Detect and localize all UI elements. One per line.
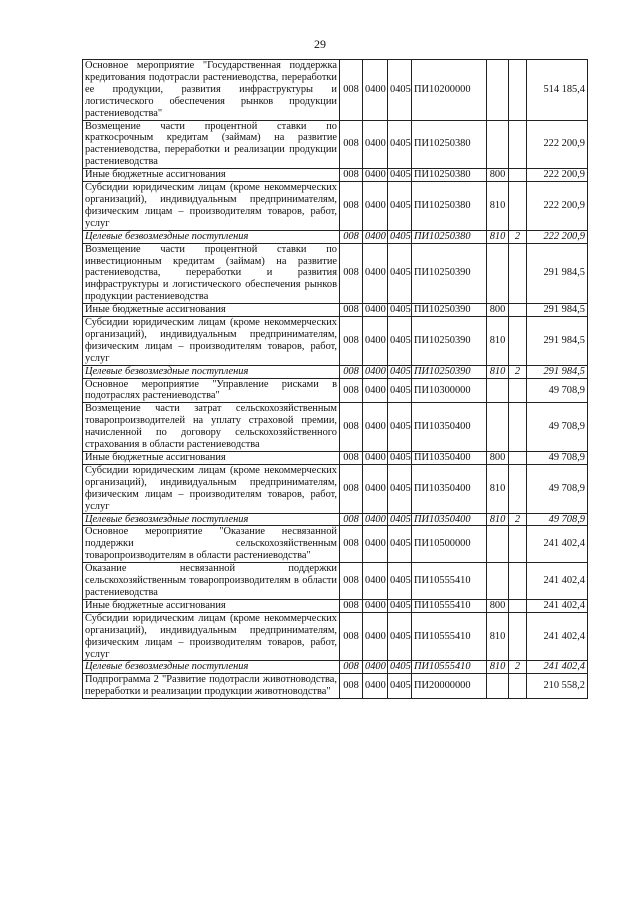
section-code-cell: 0400 — [363, 120, 388, 169]
subsection-code-cell: 0405 — [388, 452, 412, 465]
funding-source-cell — [509, 526, 527, 563]
row-name-cell: Возмещение части процентной ставки по инвестиционным кредитам (займам) на развитие растениеводства, переработки и развития инфраструктуры и логистического обеспечения рынков продукции растениеводства — [83, 243, 340, 304]
table-row — [83, 378, 588, 403]
amount-cell: 291 984,5 — [527, 317, 588, 366]
table-row — [83, 403, 588, 452]
funding-source-cell — [509, 464, 527, 513]
funding-source-cell — [509, 599, 527, 612]
row-name-cell: Иные бюджетные ассигнования — [83, 599, 340, 612]
subsection-code-cell: 0405 — [388, 403, 412, 452]
subsection-code-cell: 0405 — [388, 612, 412, 661]
amount-cell: 241 402,4 — [527, 661, 588, 674]
row-name-cell: Целевые безвозмездные поступления — [83, 230, 340, 243]
section-code-cell: 0400 — [363, 661, 388, 674]
funding-source-cell: 2 — [509, 230, 527, 243]
ministry-code-cell: 008 — [340, 612, 363, 661]
expense-type-cell — [487, 563, 509, 600]
section-code-cell: 0400 — [363, 526, 388, 563]
target-article-cell: ПИ10250380 — [412, 182, 487, 231]
ministry-code-cell: 008 — [340, 243, 363, 304]
table-row — [83, 599, 588, 612]
section-code-cell: 0400 — [363, 365, 388, 378]
subsection-code-cell: 0405 — [388, 661, 412, 674]
amount-cell: 222 200,9 — [527, 169, 588, 182]
expense-type-cell — [487, 60, 509, 121]
section-code-cell: 0400 — [363, 452, 388, 465]
table-row — [83, 182, 588, 231]
section-code-cell: 0400 — [363, 230, 388, 243]
subsection-code-cell: 0405 — [388, 464, 412, 513]
expense-type-cell — [487, 403, 509, 452]
target-article-cell: ПИ10555410 — [412, 563, 487, 600]
table-row — [83, 304, 588, 317]
amount-cell: 222 200,9 — [527, 120, 588, 169]
ministry-code-cell: 008 — [340, 599, 363, 612]
target-article-cell: ПИ10200000 — [412, 60, 487, 121]
amount-cell: 291 984,5 — [527, 304, 588, 317]
row-name-cell: Основное мероприятие "Государственная поддержка кредитования подотрасли растениеводства, переработки ее продукции, развития инфраструктуры и логистического обеспечения рынков продукции растениеводства" — [83, 60, 340, 121]
amount-cell: 241 402,4 — [527, 599, 588, 612]
amount-cell: 241 402,4 — [527, 612, 588, 661]
ministry-code-cell: 008 — [340, 120, 363, 169]
funding-source-cell — [509, 378, 527, 403]
funding-source-cell: 2 — [509, 513, 527, 526]
funding-source-cell — [509, 403, 527, 452]
section-code-cell: 0400 — [363, 317, 388, 366]
target-article-cell: ПИ10555410 — [412, 661, 487, 674]
funding-source-cell: 2 — [509, 661, 527, 674]
amount-cell: 49 708,9 — [527, 452, 588, 465]
funding-source-cell — [509, 182, 527, 231]
table-row — [83, 513, 588, 526]
table-row — [83, 661, 588, 674]
funding-source-cell — [509, 120, 527, 169]
target-article-cell: ПИ20000000 — [412, 674, 487, 699]
expense-type-cell: 800 — [487, 169, 509, 182]
section-code-cell: 0400 — [363, 563, 388, 600]
row-name-cell: Иные бюджетные ассигнования — [83, 169, 340, 182]
subsection-code-cell: 0405 — [388, 365, 412, 378]
ministry-code-cell: 008 — [340, 182, 363, 231]
row-name-cell: Субсидии юридическим лицам (кроме некоммерческих организаций), индивидуальным предпринимателям, физическим лицам – производителям товаров, работ, услуг — [83, 464, 340, 513]
subsection-code-cell: 0405 — [388, 60, 412, 121]
funding-source-cell — [509, 612, 527, 661]
target-article-cell: ПИ10555410 — [412, 612, 487, 661]
subsection-code-cell: 0405 — [388, 182, 412, 231]
row-name-cell: Иные бюджетные ассигнования — [83, 304, 340, 317]
ministry-code-cell: 008 — [340, 674, 363, 699]
ministry-code-cell: 008 — [340, 317, 363, 366]
table-row — [83, 60, 588, 121]
table-row — [83, 243, 588, 304]
target-article-cell: ПИ10350400 — [412, 464, 487, 513]
table-row — [83, 230, 588, 243]
funding-source-cell — [509, 452, 527, 465]
subsection-code-cell: 0405 — [388, 378, 412, 403]
subsection-code-cell: 0405 — [388, 674, 412, 699]
table-row — [83, 612, 588, 661]
target-article-cell: ПИ10250380 — [412, 230, 487, 243]
section-code-cell: 0400 — [363, 599, 388, 612]
ministry-code-cell: 008 — [340, 403, 363, 452]
section-code-cell: 0400 — [363, 60, 388, 121]
ministry-code-cell: 008 — [340, 513, 363, 526]
target-article-cell: ПИ10250390 — [412, 243, 487, 304]
ministry-code-cell: 008 — [340, 365, 363, 378]
subsection-code-cell: 0405 — [388, 563, 412, 600]
ministry-code-cell: 008 — [340, 169, 363, 182]
amount-cell: 291 984,5 — [527, 365, 588, 378]
section-code-cell: 0400 — [363, 403, 388, 452]
ministry-code-cell: 008 — [340, 452, 363, 465]
target-article-cell: ПИ10350400 — [412, 452, 487, 465]
section-code-cell: 0400 — [363, 612, 388, 661]
expense-type-cell: 800 — [487, 304, 509, 317]
funding-source-cell — [509, 304, 527, 317]
section-code-cell: 0400 — [363, 304, 388, 317]
row-name-cell: Возмещение части затрат сельскохозяйственным товаропроизводителей на уплату страховой премии, начисленной по договору сельскохозяйственного страхования в области растениеводства — [83, 403, 340, 452]
target-article-cell: ПИ10350400 — [412, 513, 487, 526]
ministry-code-cell: 008 — [340, 661, 363, 674]
subsection-code-cell: 0405 — [388, 317, 412, 366]
expense-type-cell: 800 — [487, 452, 509, 465]
ministry-code-cell: 008 — [340, 230, 363, 243]
ministry-code-cell: 008 — [340, 526, 363, 563]
expense-type-cell: 800 — [487, 599, 509, 612]
amount-cell: 49 708,9 — [527, 513, 588, 526]
expense-type-cell: 810 — [487, 182, 509, 231]
section-code-cell: 0400 — [363, 169, 388, 182]
budget-table — [82, 59, 588, 699]
amount-cell: 514 185,4 — [527, 60, 588, 121]
funding-source-cell — [509, 563, 527, 600]
row-name-cell: Оказание несвязанной поддержки сельскохозяйственным товаропроизводителям в области растениеводства — [83, 563, 340, 600]
row-name-cell: Субсидии юридическим лицам (кроме некоммерческих организаций), индивидуальным предпринимателям, физическим лицам – производителям товаров, работ, услуг — [83, 182, 340, 231]
row-name-cell: Подпрограмма 2 "Развитие подотрасли животноводства, переработки и реализации продукции животноводства" — [83, 674, 340, 699]
subsection-code-cell: 0405 — [388, 120, 412, 169]
row-name-cell: Целевые безвозмездные поступления — [83, 365, 340, 378]
subsection-code-cell: 0405 — [388, 304, 412, 317]
amount-cell: 49 708,9 — [527, 403, 588, 452]
target-article-cell: ПИ10250380 — [412, 169, 487, 182]
row-name-cell: Возмещение части процентной ставки по краткосрочным кредитам (займам) на развитие растениеводства, переработки и реализации продукции растениеводства — [83, 120, 340, 169]
table-row — [83, 674, 588, 699]
table-row — [83, 452, 588, 465]
amount-cell: 210 558,2 — [527, 674, 588, 699]
expense-type-cell — [487, 674, 509, 699]
subsection-code-cell: 0405 — [388, 599, 412, 612]
table-row — [83, 120, 588, 169]
funding-source-cell — [509, 169, 527, 182]
ministry-code-cell: 008 — [340, 60, 363, 121]
expense-type-cell: 810 — [487, 513, 509, 526]
subsection-code-cell: 0405 — [388, 526, 412, 563]
funding-source-cell — [509, 243, 527, 304]
funding-source-cell — [509, 674, 527, 699]
amount-cell: 222 200,9 — [527, 182, 588, 231]
table-row — [83, 563, 588, 600]
funding-source-cell — [509, 60, 527, 121]
expense-type-cell — [487, 378, 509, 403]
amount-cell: 49 708,9 — [527, 378, 588, 403]
expense-type-cell: 810 — [487, 464, 509, 513]
section-code-cell: 0400 — [363, 182, 388, 231]
section-code-cell: 0400 — [363, 513, 388, 526]
target-article-cell: ПИ10250390 — [412, 317, 487, 366]
ministry-code-cell: 008 — [340, 304, 363, 317]
subsection-code-cell: 0405 — [388, 169, 412, 182]
expense-type-cell — [487, 243, 509, 304]
ministry-code-cell: 008 — [340, 464, 363, 513]
row-name-cell: Иные бюджетные ассигнования — [83, 452, 340, 465]
amount-cell: 49 708,9 — [527, 464, 588, 513]
row-name-cell: Субсидии юридическим лицам (кроме некоммерческих организаций), индивидуальным предпринимателям, физическим лицам – производителям товаров, работ, услуг — [83, 317, 340, 366]
table-row — [83, 169, 588, 182]
amount-cell: 222 200,9 — [527, 230, 588, 243]
expense-type-cell: 810 — [487, 612, 509, 661]
section-code-cell: 0400 — [363, 674, 388, 699]
amount-cell: 241 402,4 — [527, 526, 588, 563]
row-name-cell: Целевые безвозмездные поступления — [83, 661, 340, 674]
expense-type-cell — [487, 526, 509, 563]
row-name-cell: Основное мероприятие "Оказание несвязанной поддержки сельскохозяйственным товаропроизводителям в области растениеводства" — [83, 526, 340, 563]
row-name-cell: Субсидии юридическим лицам (кроме некоммерческих организаций), индивидуальным предпринимателям, физическим лицам – производителям товаров, работ, услуг — [83, 612, 340, 661]
expense-type-cell: 810 — [487, 317, 509, 366]
target-article-cell: ПИ10250390 — [412, 365, 487, 378]
subsection-code-cell: 0405 — [388, 243, 412, 304]
target-article-cell: ПИ10250390 — [412, 304, 487, 317]
expense-type-cell: 810 — [487, 661, 509, 674]
expense-type-cell — [487, 120, 509, 169]
target-article-cell: ПИ10500000 — [412, 526, 487, 563]
subsection-code-cell: 0405 — [388, 513, 412, 526]
funding-source-cell: 2 — [509, 365, 527, 378]
page-number: 29 — [314, 37, 326, 51]
funding-source-cell — [509, 317, 527, 366]
amount-cell: 241 402,4 — [527, 563, 588, 600]
row-name-cell: Целевые безвозмездные поступления — [83, 513, 340, 526]
expense-type-cell: 810 — [487, 230, 509, 243]
table-row — [83, 317, 588, 366]
row-name-cell: Основное мероприятие "Управление рисками в подотраслях растениеводства" — [83, 378, 340, 403]
target-article-cell: ПИ10555410 — [412, 599, 487, 612]
target-article-cell: ПИ10250380 — [412, 120, 487, 169]
subsection-code-cell: 0405 — [388, 230, 412, 243]
ministry-code-cell: 008 — [340, 378, 363, 403]
table-row — [83, 365, 588, 378]
section-code-cell: 0400 — [363, 378, 388, 403]
target-article-cell: ПИ10300000 — [412, 378, 487, 403]
amount-cell: 291 984,5 — [527, 243, 588, 304]
ministry-code-cell: 008 — [340, 563, 363, 600]
section-code-cell: 0400 — [363, 464, 388, 513]
section-code-cell: 0400 — [363, 243, 388, 304]
expense-type-cell: 810 — [487, 365, 509, 378]
table-row — [83, 464, 588, 513]
target-article-cell: ПИ10350400 — [412, 403, 487, 452]
table-row — [83, 526, 588, 563]
